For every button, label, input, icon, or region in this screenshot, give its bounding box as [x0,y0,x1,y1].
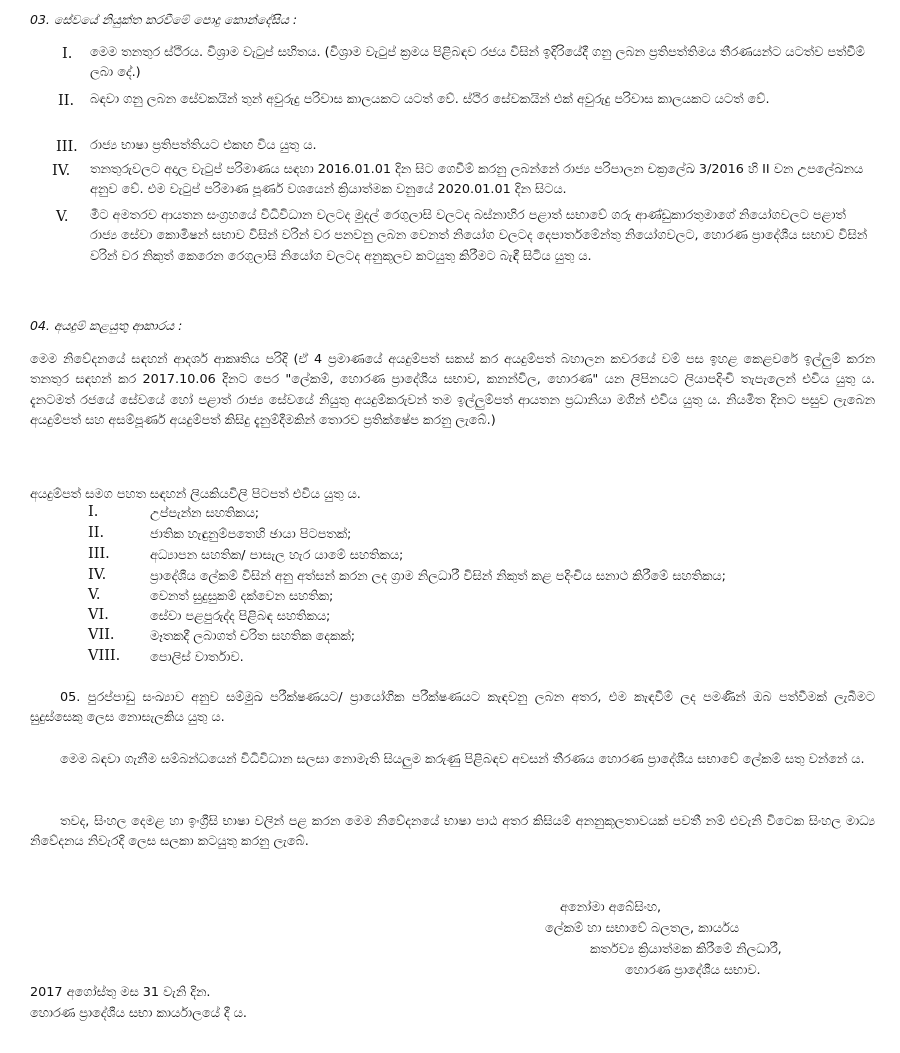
doc-number: IV. [88,567,107,583]
section-5-paragraph: 05. පුරප්පාඩු සංඛ්‍යාව අනුව සම්මුඛ පරීක්ෂණයට/ ප්‍රායෝගික පරීක්ෂණයට කැඳවනු ලබන අතර, එම කැඳවීම් ලද පමණින් ඔබ පත්වීමක් ලැබීමට සුදුස්සෙකු ලෙස නොසැලකිය යුතු ය. [30,690,875,726]
notice-date: 2017 අගෝස්තු මස 31 වැනි දින. [30,985,211,1000]
doc-item: පොලිස් වාර්තාව. [150,650,244,665]
section-3-item: තනතුරුවලට අදාල වැටුප් පරිමාණය සඳහා 2016.01.01 දින සිට ගෙවීම් කරනු ලබන්නේ රාජ්‍ය පරිපාලන චක්‍රලේඛ 3/2016 හි II වන උපලේඛනය අනුව වේ. එම වැටුප් පරිමාණ පූර්ණ වශයෙන් ක්‍රියාත්මක වනුයේ 2020.01.01 දින සිටය. [90,162,864,198]
doc-number: VII. [88,627,115,643]
section-3-item: බඳවා ගනු ලබන සේවකයින් තුන් අවුරුදු පරිවාස කාලයකට යටත් වේ. ස්ථිර සේවකයින් එක් අවුරුදු පරිවාස කාලයකට යටත් වේ. [90,92,770,107]
section-4-paragraph: මෙම නිවේදනයේ සඳහන් ආදර්ශ ආකෘතිය පරිදි (ඒ 4 ප්‍රමාණයේ අයදුම්පත් සකස් කර අයදුම්පත් බහාලන කවරයේ වම් පස ඉහළ කෙළවරේ ඉල්ලුම් කරන තනතුර සඳහන් කර 2017.10.06 දිනට පෙර "ලේකම්, හොරණ ප්‍රාදේශීය සභාව, කනන්විල, හොරණ" යන ලිපිනයට ලියාපදිංචි තැපැලෙන් එවිය යුතු ය. දැනටමත් රජයේ සේවයේ හෝ පළාත් රාජ්‍ය සේවයේ නියුතු අයදුම්කරුවන් තම ඉල්ලුම්පත් ආයතන ප්‍රධානියා මගින් එවිය යුතු ය. නියමිත දිනට පසුව ලැබෙන අයදුම්පත් සහ අසම්පූර්ණ අයදුම්පත් කිසිදු දැනුම්දීමකින් තොරව ප්‍රතික්ෂේප කරනු ලැබේ.) [30,352,875,429]
notice-place: හොරණ ප්‍රාදේශීය සභා කාර්යාලයේ දී ය. [30,1006,247,1021]
doc-number: VIII. [88,648,121,664]
doc-number: III. [88,546,110,562]
item-number: V. [56,209,69,225]
section-3-item: රාජ්‍ය භාෂා ප්‍රතිපත්තියට එකඟ විය යුතු ය. [90,138,317,153]
doc-number: I. [88,504,99,520]
doc-item: වෙනත් සුදුසුකම් දක්වෙන සහතික; [150,589,334,604]
section-4-heading: 04. අයදුම් කළයුතු ආකාරය : [30,318,183,333]
signatory-title-line-1: ලේකම් හා සභාවේ බලතල, කාර්යය [545,921,739,936]
signatory-office: හොරණ ප්‍රාදේශීය සභාව. [625,963,761,978]
item-number: III. [56,139,78,155]
doc-number: VI. [88,607,109,623]
closing-paragraph-2: තවද, සිංහල දෙමළ හා ඉංග්‍රීසි භාෂා වලින් පළ කරන මෙම නිවේදනයේ භාෂා පාඨ අතර කිසියම් අනනුකූලතාවයක් පවතී නම් එවැනි විටෙක සිංහල මාධ්‍ය නිවේදනය නිවැරදි ලෙස සලකා කටයුතු කරනු ලැබේ. [30,814,875,850]
item-number: II. [58,93,75,109]
closing-paragraph-1: මෙම බඳවා ගැනීම සම්බන්ධයෙන් විධිවිධාන සලසා නොමැති සියලුම කරුණු පිළිබඳව අවසන් තීරණය හොරණ ප්‍රාදේශීය සභාවේ ලේකම් සතු වන්නේ ය. [60,752,865,767]
documents-intro: අයදුම්පත් සමග පහත සඳහන් ලියකියවිලි පිටපත් එවිය යුතු ය. [30,487,361,502]
doc-item: ජාතික හැඳුනුම්පතෙහි ඡායා පිටපතක්; [150,527,352,542]
doc-number: II. [88,525,105,541]
section-3-heading: 03. සේවයේ නියුක්ත කරවීමේ පොදු කොන්දේසිය : [30,12,298,27]
section-3-item: මෙම තනතුර ස්ථිරය. විශ්‍රාම වැටුප් සහිතය. (විශ්‍රාම වැටුප් ක්‍රමය පිළිබඳව රජය විසින් ඉදිරියේදී ගනු ලබන ප්‍රතිපත්තිමය තීරණයන්ට යටත්ව පත්වීම් ලබා දේ.) [90,45,865,81]
signatory-name: අනෝමා අබේසිංහ, [560,900,662,915]
doc-item: උප්පැන්න සහතිකය; [150,506,260,521]
item-number: IV. [52,163,71,179]
section-3-item: මීට අමතරව ආයතන සංග්‍රහයේ විධිවිධාන වලටද මුදල් රෙගුලාසි වලටද බස්නාහිර පළාත් සභාවේ ගරු ආණ්ඩුකාරතුමාගේ නියෝගවලට පළාත් රාජ්‍ය සේවා කොමිෂන් සභාව විසින් වරින් වර පනවනු ලබන වෙනත් නියෝග වලටද දෙපාර්තමේන්තු නියෝගවලට, හොරණ ප්‍රාදේශීය සභාව විසින් වරින් වර නිකුත් කෙරෙන රෙගුලාසි නියෝග වලටද අනුකූලව කටයුතු කිරීමට බැඳී සිටිය යුතු ය. [90,208,868,264]
item-number: I. [62,46,73,62]
doc-item: සේවා පළපුරුද්ද පිළිබඳ සහතිකය; [150,609,331,624]
doc-item: ප්‍රාදේශීය ලේකම් විසින් අනු අත්සන් කරන ලද ග්‍රාම නිලධාරී විසින් නිකුත් කළ පදිංචිය සනාථ කිරීමේ සහතිකය; [150,569,726,584]
doc-item: මෑතකදී ලබාගත් චරිත සහතික දෙකක්; [150,629,356,644]
signatory-title-line-2: කර්තව්‍ය ක්‍රියාත්මක කිරීමේ නිලධාරී, [590,942,782,957]
doc-item: අධ්‍යාපන සහතික/ පාසැල හැර යාමේ සහතිකය; [150,548,404,563]
doc-number: V. [88,587,101,603]
